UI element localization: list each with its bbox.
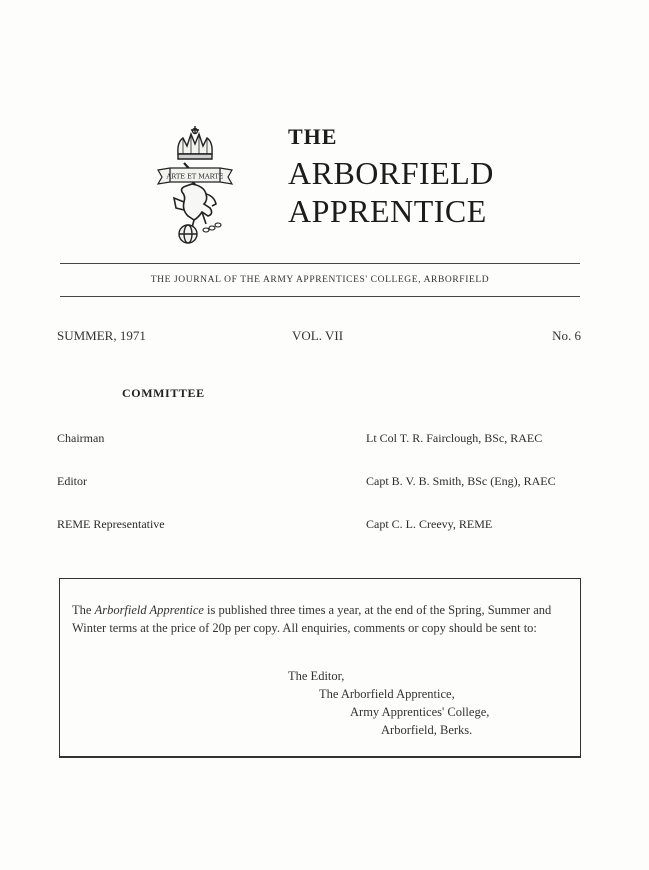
committee-heading: COMMITTEE <box>122 386 205 400</box>
title-the: THE <box>288 124 338 149</box>
issue-season: SUMMER, 1971 <box>57 328 146 343</box>
committee-member-name: Lt Col T. R. Fairclough, BSc, RAEC <box>366 431 543 445</box>
crest-motto: ARTE ET MARTE <box>166 172 224 181</box>
committee-member-name: Capt B. V. B. Smith, BSc (Eng), RAEC <box>366 474 556 488</box>
publication-notice-text <box>72 601 564 637</box>
committee-role: Chairman <box>57 431 105 445</box>
bottom-divider <box>60 296 580 297</box>
committee-role: REME Representative <box>57 517 165 531</box>
committee-member-name: Capt C. L. Creevy, REME <box>366 517 493 531</box>
reme-crest-icon <box>150 124 240 246</box>
top-divider <box>60 263 580 264</box>
title-apprentice: APPRENTICE <box>288 193 487 229</box>
address-line: The Editor, <box>288 669 345 683</box>
committee-role: Editor <box>57 474 87 488</box>
notice-suffix: is published three times a year, at the end of the Spring, Summer and Winter terms at the price of 20p per copy. All enquiries, comments or copy should be sent to: <box>72 603 552 635</box>
address-line: The Arborfield Apprentice, <box>319 687 455 701</box>
masthead-title <box>288 126 494 233</box>
issue-volume: VOL. VII <box>292 328 344 343</box>
publication-notice-box <box>59 578 581 758</box>
notice-prefix: The <box>72 603 95 617</box>
journal-subtitle: THE JOURNAL OF THE ARMY APPRENTICES' COLLEGE, ARBORFIELD <box>150 275 490 285</box>
address-line: Army Apprentices' College, <box>350 705 490 719</box>
address-line: Arborfield, Berks. <box>381 723 473 737</box>
notice-journal-name: Arborfield Apprentice <box>94 603 204 617</box>
issue-number: No. 6 <box>552 328 581 343</box>
title-arborfield: ARBORFIELD <box>288 155 494 191</box>
